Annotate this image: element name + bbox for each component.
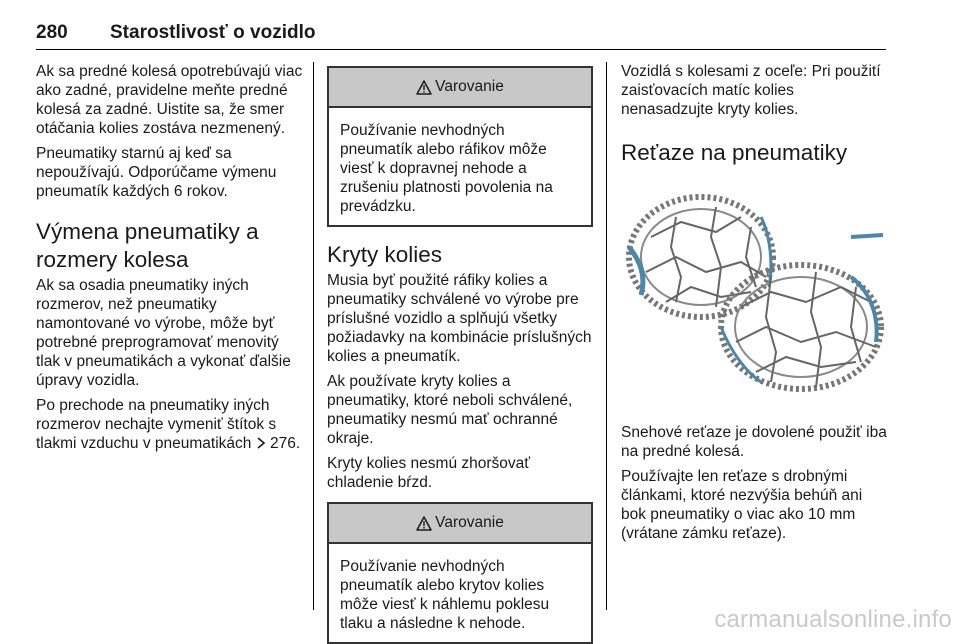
tire-label-paragraph bbox=[36, 396, 304, 458]
warning-body bbox=[329, 108, 591, 225]
warning-header bbox=[329, 68, 591, 108]
snow-chains-paragraph-2: Používajte len reťaze s drobnými článkami, ktoré nezvýšia behúň ani bok pneumatiky o viac ako 10 mm (vrátane zámku reťaze). bbox=[621, 468, 863, 542]
wheel-covers-paragraph-1: Musia byť použité ráfiky kolies a pneumatiky schválené vo výrobe pre príslušné vozidlo a splňujú všetky požiadavky na kombinácie príslušných kolies a pneumatík. bbox=[327, 272, 592, 365]
tire-rotation-paragraph: Ak sa predné kolesá opotrebúvajú viac ako zadné, pravidelne meňte predné kolesá za zadné. Uistite sa, že smer otáčania kolies zostáva nezmenený. bbox=[36, 63, 303, 137]
tire-label-text: Po prechode na pneumatiky iných rozmerov nechajte vymeniť štítok s tlakmi vzduchu v pneumatikách bbox=[36, 397, 277, 452]
section-heading-wheel-covers: Kryty kolies bbox=[327, 242, 443, 267]
warning-box-tires bbox=[327, 66, 593, 227]
page-reference-number: 276. bbox=[270, 435, 301, 452]
steel-wheels-paragraph: Vozidlá s kolesami z oceľe: Pri použití zaisťovacích matíc kolies nenasadzujte kryty kolies. bbox=[621, 63, 881, 118]
warning-body bbox=[329, 544, 591, 642]
page-header bbox=[36, 8, 886, 52]
column-right bbox=[621, 62, 889, 543]
warning-text: Používanie nevhodných pneumatík alebo ráfikov môže viesť k dopravnej nehode a zrušeniu platnosti povolenia na prevádzku. bbox=[340, 122, 553, 215]
reference-arrow-icon bbox=[256, 437, 266, 449]
warning-title: Varovanie bbox=[435, 78, 504, 95]
page-reference[interactable] bbox=[256, 435, 300, 452]
warning-header bbox=[329, 504, 591, 544]
snow-chains-paragraph-1: Snehové reťaze je dovolené použiť iba na predné kolesá. bbox=[621, 424, 887, 460]
column-divider-2 bbox=[606, 62, 607, 610]
tire-size-paragraph: Ak sa osadia pneumatiky iných rozmerov, než pneumatiky namontované vo výrobe, môže byť potrebné preprogramovať menovitý tlak v pneumatikách a vykonať ďalšie úpravy vozidla. bbox=[36, 277, 291, 389]
warning-box-wheel-covers bbox=[327, 502, 593, 644]
warning-triangle-icon bbox=[416, 516, 432, 531]
tire-aging-paragraph: Pneumatiky starnú aj keď sa nepoužívajú. Odporúčame výmenu pneumatík každých 6 rokov. bbox=[36, 145, 277, 200]
chapter-title: Starostlivosť o vozidlo bbox=[110, 22, 316, 43]
wheel-covers-paragraph-2: Ak používate kryty kolies a pneumatiky, ktoré neboli schválené, pneumatiky nesmú mať ochranné okraje. bbox=[327, 373, 573, 447]
section-heading-snow-chains: Reťaze na pneumatiky bbox=[621, 140, 848, 165]
watermark: carmanualsonline.info bbox=[714, 606, 952, 633]
snow-chains-illustration bbox=[621, 177, 889, 402]
warning-text: Používanie nevhodných pneumatík alebo krytov kolies môže viesť k náhlemu poklesu tlaku a následne k nehode. bbox=[340, 558, 550, 632]
section-heading-tire-change: Výmena pneumatiky a rozmery kolesa bbox=[36, 219, 259, 272]
warning-triangle-icon bbox=[416, 80, 432, 95]
column-divider-1 bbox=[313, 62, 314, 610]
header-divider bbox=[36, 49, 886, 50]
page-number: 280 bbox=[36, 22, 68, 43]
column-middle bbox=[327, 66, 593, 644]
wheel-covers-paragraph-3: Kryty kolies nesmú zhoršovať chladenie bŕzd. bbox=[327, 455, 531, 491]
warning-title: Varovanie bbox=[435, 514, 504, 531]
column-left bbox=[36, 62, 304, 458]
